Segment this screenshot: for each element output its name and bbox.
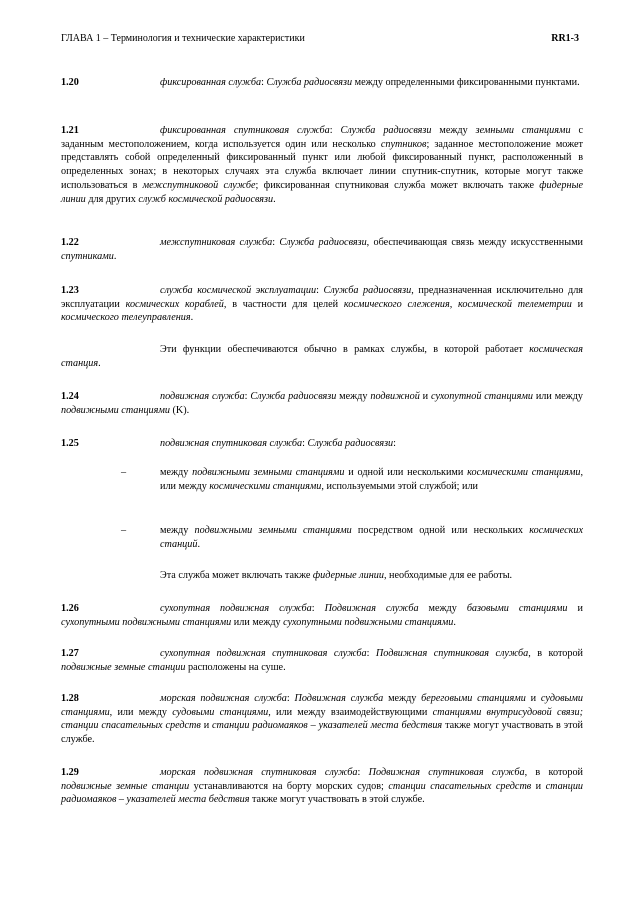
term-ref: космическая станция (61, 344, 583, 369)
defined-term: фиксированная служба (160, 77, 262, 88)
text-run: и (200, 720, 213, 732)
text-run: , предназначенная исключительно для эксплуатации (61, 285, 583, 310)
definition-number: 1.26 (61, 603, 79, 614)
text-run: : (329, 125, 341, 136)
term-ref: подвижными земными станциями (194, 525, 352, 536)
defined-term: сухопутная подвижная спутниковая служба (160, 648, 367, 659)
term-ref: подвижными станциями (61, 404, 170, 416)
text-run: между определенными фиксированными пунктами. (352, 77, 580, 88)
list-dash: – (121, 525, 127, 536)
header-chapter-title: ГЛАВА 1 – Терминология и технические характеристики (61, 33, 305, 44)
term-ref: спутниками (61, 250, 114, 262)
definition-1-25-note (61, 569, 583, 583)
text-run: ; заданное местоположение может представлять собой определенный фиксированный пункт или любой фиксированный пункт, расположенный в определенных зонах; в некоторых случаях эта служба включает линии спутник-спутник, которые могут также использоваться в (61, 138, 583, 191)
definition-number: 1.20 (61, 77, 79, 88)
text-run: между (383, 693, 422, 704)
definition-number: 1.25 (61, 438, 79, 449)
text-run: : (357, 767, 369, 778)
term-ref: подвижной (370, 391, 420, 402)
term-ref: фидерные линии (61, 179, 583, 205)
text-run: : (244, 391, 251, 402)
text-run: или между (231, 616, 284, 628)
list-item-text (160, 466, 583, 493)
text-run: также могут участвовать в этой службе. (61, 720, 583, 746)
definition-1-29 (61, 766, 583, 807)
term-ref: подвижные земные станции (61, 780, 190, 792)
text-run: между (160, 525, 195, 536)
term-ref: служб космической радиосвязи (138, 193, 274, 205)
term-ref: сухопутными подвижными станциями (61, 616, 232, 628)
defined-term: подвижная служба (160, 391, 245, 402)
text-run: также могут участвовать в этой службе. (249, 794, 425, 806)
text-run: и (567, 603, 583, 614)
defined-term: фиксированная спутниковая служба (160, 125, 330, 136)
text-run: между (418, 603, 467, 614)
text-run: для других (85, 193, 139, 205)
term-ref: судовыми станциями (61, 693, 583, 718)
text-run: : (286, 693, 295, 704)
list-item (61, 524, 583, 551)
term-ref: Подвижная спутниковая служба (375, 648, 529, 659)
text-run: : (261, 77, 267, 88)
text-run: , необходимые для ее работы. (383, 570, 513, 581)
text-run: и (531, 780, 546, 792)
text-run: . (98, 357, 101, 369)
text-run: или между (532, 391, 583, 402)
defined-term: сухопутная подвижная служба (160, 603, 312, 614)
defined-term: межспутниковая служба (160, 237, 273, 248)
text-run: Эта служба может включать также (160, 570, 313, 581)
term-ref: Служба радиосвязи (307, 438, 394, 449)
term-ref: космическими станциями (209, 480, 322, 492)
definition-number: 1.27 (61, 648, 79, 659)
text-run: : (316, 285, 324, 296)
term-ref: Подвижная спутниковая служба (368, 767, 525, 778)
definition-1-27 (61, 647, 583, 674)
defined-term: морская подвижная служба (160, 693, 287, 704)
text-run: , или между взаимодействующими (268, 706, 433, 718)
text-run: и одной или несколькими (344, 467, 468, 478)
term-ref: космического слежения, космической телеметрии (343, 298, 572, 310)
text-run: ; фиксированная спутниковая служба может включать также (255, 179, 540, 191)
text-run: . (453, 616, 456, 628)
term-ref: станции спасательных средств (388, 780, 532, 792)
text-run: . (273, 193, 276, 205)
text-run: и (571, 298, 584, 310)
text-run: между (336, 391, 371, 402)
term-ref: базовыми станциями (466, 603, 568, 614)
definition-1-22 (61, 236, 583, 263)
term-ref: межспутниковой службе (142, 179, 256, 191)
text-run: , в частности для целей (223, 298, 344, 310)
text-run: и (525, 693, 541, 704)
text-run: между (431, 125, 476, 136)
term-ref: спутников (380, 138, 427, 150)
term-ref: Служба радиосвязи (340, 125, 432, 136)
definition-1-23 (61, 284, 583, 325)
defined-term: морская подвижная спутниковая служба (160, 767, 358, 778)
term-ref: Служба радиосвязи (279, 237, 367, 248)
text-run: , в которой (528, 648, 583, 659)
definition-number: 1.21 (61, 125, 79, 136)
definition-number: 1.24 (61, 391, 79, 402)
definition-1-21 (61, 124, 583, 206)
term-ref: станции радиомаяков – указателей места бедствия (61, 780, 584, 806)
text-run: , используемыми этой службой; или (321, 480, 478, 492)
text-run: устанавливаются на борту морских судов; (189, 780, 389, 792)
text-run: : (272, 237, 280, 248)
term-ref: подвижные земные станции (61, 661, 186, 673)
term-ref: станции радиомаяков – указателей места бедствия (212, 720, 443, 732)
list-item (61, 466, 583, 493)
term-ref: Служба радиосвязи (250, 391, 337, 402)
definition-1-25 (61, 437, 583, 451)
definition-number: 1.29 (61, 767, 79, 778)
term-ref: станциями внутрисудовой связи; станции спасательных средств (61, 706, 583, 732)
term-ref: сухопутной станциями (431, 391, 533, 402)
text-run: : (311, 603, 325, 614)
text-run: , обеспечивающая связь между искусственными (366, 237, 583, 248)
text-run: . (190, 312, 194, 324)
term-ref: космического телеуправления (61, 312, 191, 324)
definition-1-28 (61, 692, 583, 747)
list-item-text (160, 524, 583, 551)
definition-1-23-note (61, 343, 583, 370)
term-ref: береговыми станциями (421, 693, 526, 704)
definition-number: 1.28 (61, 693, 79, 704)
term-ref: земными станциями (475, 125, 571, 136)
page-header (61, 33, 579, 49)
text-run: (K). (169, 404, 190, 416)
text-run: , или между (109, 706, 173, 718)
list-dash: – (121, 467, 127, 478)
definition-number: 1.23 (61, 285, 79, 296)
term-ref: космическими станциями (467, 467, 581, 478)
defined-term: подвижная спутниковая служба (160, 438, 303, 449)
term-ref: Подвижная служба (324, 603, 419, 614)
definition-1-20 (61, 76, 583, 90)
text-run: . (197, 538, 200, 550)
header-page-number: RR1-3 (551, 33, 579, 44)
term-ref: подвижными земными станциями (192, 467, 345, 478)
term-ref: фидерные линии (312, 570, 384, 581)
text-run: и (419, 391, 431, 402)
text-run: . (113, 250, 117, 262)
text-run: , в которой (524, 767, 583, 778)
text-run: с заданным местоположением, когда используется один или несколько (61, 125, 583, 150)
term-ref: Подвижная служба (294, 693, 384, 704)
term-ref: Служба радиосвязи (266, 77, 353, 88)
text-run: расположены на суше. (185, 661, 286, 673)
text-run: между (160, 467, 193, 478)
term-ref: судовыми станциями (172, 706, 269, 718)
text-run: : (302, 438, 308, 449)
definition-number: 1.22 (61, 237, 79, 248)
definition-1-24 (61, 390, 583, 417)
text-run: посредством одной или нескольких (351, 525, 530, 536)
term-ref: космических станций (160, 525, 583, 550)
term-ref: Служба радиосвязи (323, 285, 412, 296)
defined-term: служба космической эксплуатации (160, 285, 317, 296)
text-run: , или между (160, 467, 584, 492)
term-ref: космических кораблей (125, 298, 224, 310)
term-ref: сухопутными подвижными станциями (283, 616, 454, 628)
text-run: : (393, 438, 396, 449)
definition-1-26 (61, 602, 583, 629)
text-run: Эти функции обеспечиваются обычно в рамках службы, в которой работает (160, 344, 530, 355)
text-run: : (366, 648, 376, 659)
